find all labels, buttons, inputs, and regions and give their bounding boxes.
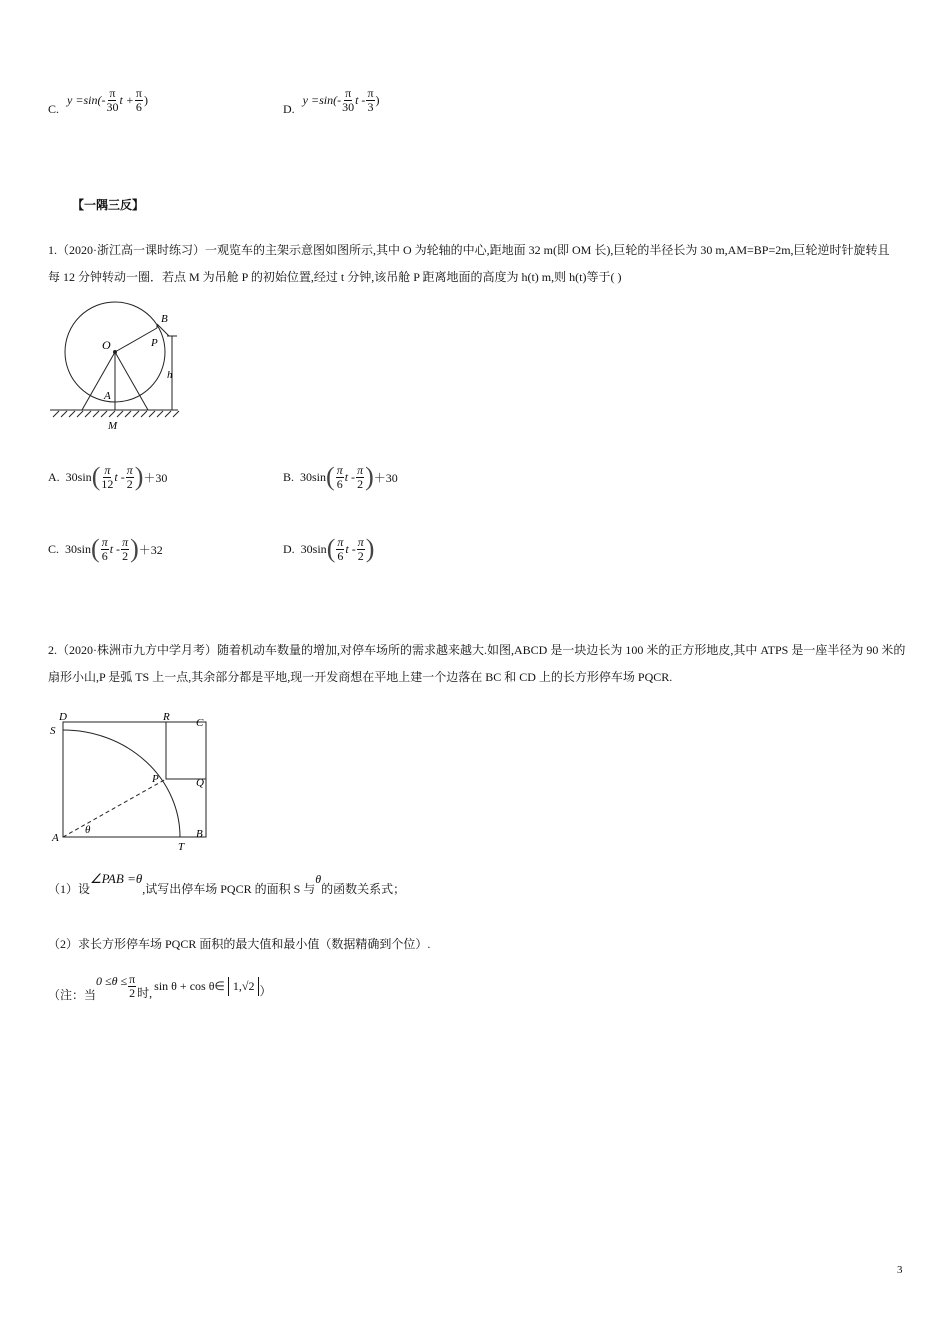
denominator: 2 [357, 476, 364, 491]
formula-text: 30sin [300, 469, 327, 484]
left-paren: ( [326, 534, 336, 563]
denominator: 6 [135, 100, 142, 114]
q1-option-d [283, 534, 374, 564]
formula-text: ＋30 [373, 470, 398, 485]
text: 时, [137, 986, 153, 1000]
right-paren: ) [134, 462, 144, 491]
formula: 0 ≤θ ≤ [96, 974, 128, 988]
left-paren: ( [91, 462, 101, 491]
label-m: M [108, 420, 118, 432]
option-label: C. [48, 102, 60, 116]
q2-text-line1: 2.（2020·株洲市九方中学月考）随着机动车数量的增加,对停车场所的需求越来越大.如图,ABCD 是一块边长为 100 米的正方形地皮,其中 ATPS 是一座半径为 90 米的 [48, 643, 906, 657]
option-label: D. [283, 102, 295, 116]
numerator: π [126, 462, 133, 477]
option-label: D. [283, 541, 295, 556]
numerator: π [357, 534, 364, 549]
fraction [356, 464, 364, 490]
label-d: D [59, 711, 67, 723]
denominator: 2 [357, 548, 364, 563]
left-paren: ( [91, 534, 100, 563]
formula-text: t - [345, 541, 356, 556]
right-paren: ) [365, 462, 374, 491]
fraction [336, 536, 344, 562]
numerator: π [367, 86, 374, 101]
numerator: π [337, 534, 344, 549]
label-theta: θ [85, 824, 91, 836]
fraction [135, 87, 143, 113]
denominator: 6 [101, 548, 108, 563]
text: ） [259, 984, 272, 998]
formula-text: t - [344, 469, 356, 484]
option-label: C. [48, 541, 60, 556]
q2-text-line2: 扇形小山,P 是弧 TS 上一点,其余部分都是平地,现一开发商想在平地上建一个边落在 BC 和 CD 上的长方形停车场 PQCR. [48, 670, 673, 684]
option-label: A. [48, 469, 60, 484]
formula-text: 30sin [300, 541, 327, 556]
formula-text: ) [375, 93, 380, 107]
formula-text: t + [119, 93, 134, 107]
fraction [336, 464, 344, 490]
text: （1）设 [48, 882, 91, 896]
label-h: h [167, 369, 173, 381]
numerator: π [129, 972, 136, 987]
label-r: R [163, 711, 170, 723]
formula-text: ＋32 [138, 542, 163, 557]
option-label: B. [283, 469, 295, 484]
left-paren: ( [326, 462, 335, 491]
q1-text-line2: 每 12 分钟转动一圈．若点 M 为吊舱 P 的初始位置,经过 t 分钟,该吊舱 P 距离地面的高度为 h(t) m,则 h(t)等于( ) [48, 270, 622, 284]
q1-option-b [283, 462, 398, 492]
interval: 1,√2 [228, 977, 260, 996]
label-a: A [52, 832, 59, 844]
q2-part1 [48, 871, 406, 897]
denominator: 6 [337, 548, 344, 563]
denominator: 2 [122, 548, 129, 563]
fraction [106, 87, 118, 113]
page-number: 3 [897, 1264, 903, 1276]
denominator: 3 [367, 100, 374, 114]
prev-option-c [48, 84, 148, 117]
formula-text: ) [143, 93, 148, 107]
label-a: A [104, 390, 111, 402]
label-q: Q [196, 777, 204, 789]
label-c: C [196, 717, 204, 729]
denominator: 2 [126, 476, 133, 491]
fraction [101, 464, 113, 490]
formula-text: t - [114, 469, 125, 484]
section-title: 【一隅三反】 [72, 198, 145, 212]
fraction [121, 536, 129, 562]
formula: sin θ + cos θ∈ [154, 979, 225, 993]
formula-text: t - [109, 541, 121, 556]
q1-option-a [48, 462, 167, 492]
fraction [101, 536, 109, 562]
right-paren: ) [130, 534, 139, 563]
label-p: P [152, 773, 159, 785]
label-b: B [196, 828, 203, 840]
fraction [126, 464, 134, 490]
q2-part2: （2）求长方形停车场 PQCR 面积的最大值和最小值（数据精确到个位）. [48, 937, 431, 951]
label-p: P [151, 337, 158, 349]
parking-lot-figure [45, 705, 215, 855]
numerator: π [336, 462, 343, 477]
denominator: 30 [106, 100, 119, 114]
numerator: π [101, 534, 108, 549]
numerator: π [122, 534, 129, 549]
text: （注：当 [48, 988, 97, 1002]
denominator: 12 [101, 476, 114, 491]
q1-option-c [48, 534, 163, 564]
formula: θ [315, 872, 322, 886]
label-s: S [50, 725, 56, 737]
fraction [366, 87, 374, 113]
prev-option-d [283, 84, 380, 117]
numerator: π [109, 86, 116, 101]
fraction [357, 536, 365, 562]
formula-text: y =sin(- [67, 93, 106, 107]
formula-text: y =sin(- [302, 93, 342, 107]
numerator: π [357, 462, 364, 477]
fraction [128, 973, 136, 999]
label-o: O [102, 338, 111, 352]
right-paren: ) [365, 534, 375, 563]
numerator: π [345, 86, 352, 101]
formula-text: t - [355, 93, 366, 107]
numerator: π [104, 462, 111, 477]
denominator: 2 [129, 986, 136, 1000]
denominator: 30 [342, 100, 355, 114]
q1-text-line1: 1.（2020·浙江高一课时练习）一观览车的主架示意图如图所示,其中 O 为轮轴的中心,距地面 32 m(即 OM 长),巨轮的半径长为 30 m,AM=BP=2m,巨轮逆时针旋转且 [48, 243, 890, 257]
fraction [342, 87, 354, 113]
q2-note [48, 970, 272, 1003]
formula-text: ＋30 [143, 470, 168, 485]
text: 的函数关系式； [321, 882, 406, 896]
formula-text: 30sin [65, 541, 92, 556]
label-t: T [178, 841, 185, 853]
ferris-wheel-figure [45, 300, 185, 435]
denominator: 6 [336, 476, 343, 491]
text: ,试写出停车场 PQCR 的面积 S 与 [142, 882, 316, 896]
formula: ∠PAB =θ [90, 871, 143, 886]
label-b: B [161, 313, 168, 325]
formula-text: 30sin [65, 469, 92, 484]
numerator: π [135, 86, 142, 101]
